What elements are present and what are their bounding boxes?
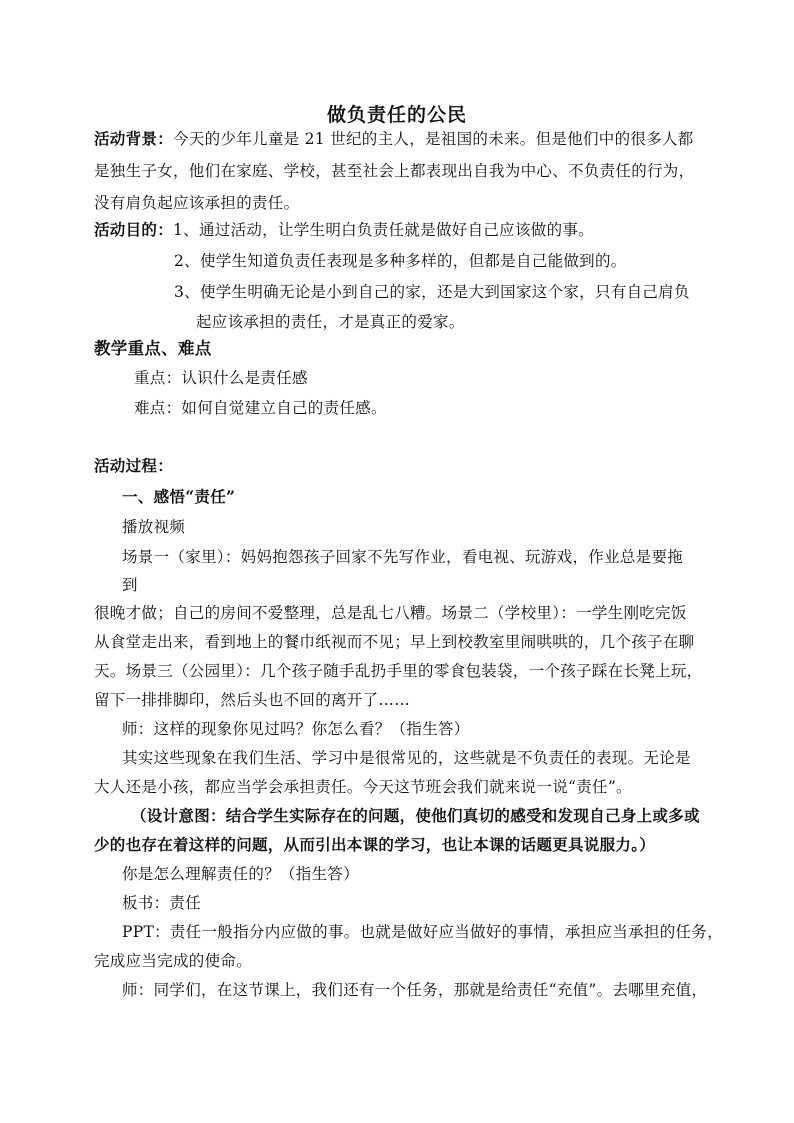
purpose-item-1: 1、通过活动，让学生明白负责任就是做好自己应该做的事。 xyxy=(173,221,594,239)
process-line-6: 天。场景三（公园里）：几个孩子随手乱扔手里的零食包装袋，一个孩子踩在长凳上玩， xyxy=(94,662,703,680)
section-1-title: 一、感悟“责任” xyxy=(122,487,236,506)
purpose-item-3: 3、使学生明确无论是小到自己的家，还是大到国家这个家，只有自己肩负 xyxy=(174,283,690,301)
process-line-8: 师：这样的现象你见过吗？你怎么看？（指生答） xyxy=(122,720,470,738)
background-label: 活动背景： xyxy=(94,129,174,148)
key-point-difficulty: 难点：如何自觉建立自己的责任感。 xyxy=(134,399,387,417)
process-line-2: 场景一（家里）：妈妈抱怨孩子回家不先写作业，看电视、玩游戏，作业总是要拖 xyxy=(122,548,684,566)
background-line-3: 没有肩负起应该承担的责任。 xyxy=(94,194,300,212)
process-more-line-2: 板书：责任 xyxy=(122,894,202,912)
purpose-label: 活动目的： xyxy=(94,220,174,239)
design-intent-line-1: （设计意图：结合学生实际存在的问题，使他们真切的感受和发现自己身上或多或 xyxy=(131,806,700,825)
process-heading: 活动过程： xyxy=(94,456,174,475)
purpose-item-4: 起应该承担的责任，才是真正的爱家。 xyxy=(196,313,465,331)
process-more-line-5: 师：同学们，在这节课上，我们还有一个任务，那就是给责任“充值”。去哪里充值， xyxy=(122,981,708,999)
process-line-4: 很晚才做；自己的房间不爱整理，总是乱七八糟。场景二（学校里）：一学生刚吃完饭 xyxy=(94,604,687,622)
process-more-line-1: 你是怎么理解责任的？（指生答） xyxy=(122,865,360,883)
process-more-line-4: 完成应当完成的使命。 xyxy=(94,952,253,970)
process-line-7: 留下一排排脚印，然后头也不回的离开了…… xyxy=(94,691,411,709)
process-line-9: 其实这些现象在我们生活、学习中是很常见的，这些就是不负责任的表现。无论是 xyxy=(122,749,691,767)
background-text-1: 今天的少年儿童是 21 世纪的主人，是祖国的未来。但是他们中的很多人都 xyxy=(173,130,694,148)
purpose-item-2: 2、使学生知道负责任表现是多种多样的，但都是自己能做到的。 xyxy=(174,252,627,270)
background-line-2: 是独生子女，他们在家庭、学校，甚至社会上都表现出自我为中心、不负责任的行为， xyxy=(94,162,695,180)
process-line-3: 到 xyxy=(122,576,138,594)
design-intent-line-2: 少的也存在着这样的问题，从而引出本课的学习，也让本课的话题更具说服力。） xyxy=(94,835,656,854)
process-more-line-3: PPT：责任一般指分内应做的事。也就是做好应当做好的事情，承担应当承担的任务， xyxy=(122,923,723,941)
process-line-5: 从食堂走出来，看到地上的餐巾纸视而不见；早上到校教室里闹哄哄的，几个孩子在聊 xyxy=(94,633,695,651)
key-point-focus: 重点：认识什么是责任感 xyxy=(134,369,308,387)
process-line-1: 播放视频 xyxy=(122,518,186,536)
document-title: 做负责任的公民 xyxy=(326,104,467,126)
key-points-heading: 教学重点、难点 xyxy=(94,339,212,358)
process-line-10: 大人还是小孩，都应当学会承担责任。今天这节班会我们就来说一说“责任”。 xyxy=(94,778,632,796)
purpose-line-1 xyxy=(94,220,594,240)
background-line-1 xyxy=(94,129,694,149)
